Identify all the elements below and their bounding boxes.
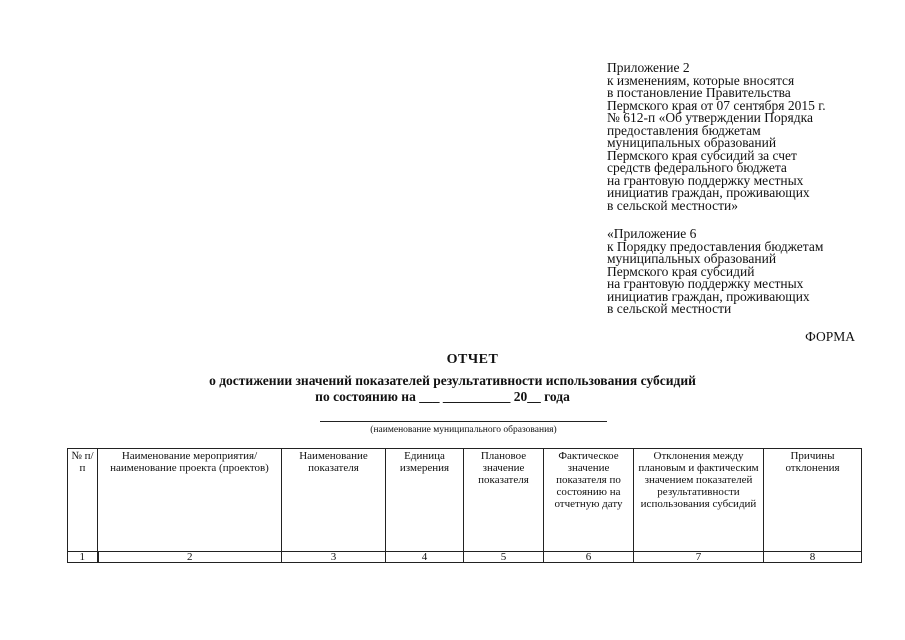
annex-line: муниципальных образований	[607, 251, 777, 266]
annex-line: средств федерального бюджета	[607, 160, 787, 175]
annex-line: Пермского края субсидий	[607, 263, 755, 279]
header-cell-activity: Наименование мероприятия/наименование проекта (проектов)	[98, 449, 282, 552]
annex-line: в сельской местности	[607, 301, 732, 316]
report-table	[67, 448, 862, 563]
annex-line: на грантовую поддержку местных	[607, 172, 804, 188]
annex-line: Пермского края от 07 сентября 2015 г.	[607, 97, 826, 113]
form-label: ФОРМА	[805, 329, 855, 344]
annex-line: на грантовую поддержку местных	[607, 276, 804, 291]
header-cell-actual: Фактическое значение показателя по состоянию на отчетную дату	[544, 449, 634, 552]
annex-line: Пермского края субсидий за счет	[607, 147, 797, 163]
municipality-blank-line	[320, 421, 607, 422]
annex-line: «Приложение 6	[607, 226, 697, 241]
column-number-cell: 3	[282, 552, 386, 563]
municipality-caption: (наименование муниципального образования)	[370, 425, 557, 435]
column-number-cell: 6	[544, 552, 634, 563]
header-cell-indicator: Наименование показателя	[282, 449, 386, 552]
column-number-cell: 8	[764, 552, 862, 563]
report-date-line: по состоянию на ___ __________ 20__ года	[315, 389, 570, 404]
table-header-row	[68, 449, 862, 552]
header-cell-reasons: Причины отклонения	[764, 449, 862, 552]
annex-line: к изменениям, которые вносятся	[607, 72, 795, 88]
annex-line: в постановление Правительства	[607, 85, 791, 100]
annex-line: № 612-п «Об утверждении Порядка	[607, 110, 813, 125]
header-cell-number: № п/п	[68, 449, 98, 552]
report-title: ОТЧЕТ	[446, 352, 499, 367]
report-subtitle: о достижении значений показателей результативности использования субсидий	[209, 373, 696, 388]
column-number-cell: 4	[386, 552, 464, 563]
column-number-cell: 7	[634, 552, 764, 563]
column-number-cell: 5	[464, 552, 544, 563]
annex-2-block	[607, 62, 887, 212]
annex-line: предоставления бюджетам	[607, 122, 761, 138]
annex-line: Приложение 2	[607, 60, 690, 75]
header-cell-planned: Плановое значение показателя	[464, 449, 544, 552]
header-cell-deviation: Отклонения между плановым и фактическим значением показателей результативности использования субсидий	[634, 449, 764, 552]
column-number-cell: 2	[98, 552, 282, 563]
header-cell-unit: Единица измерения	[386, 449, 464, 552]
annex-6-block	[607, 228, 887, 316]
annex-line: инициатив граждан, проживающих	[607, 288, 810, 304]
annex-line: в сельской местности»	[607, 197, 738, 213]
table-row	[68, 552, 862, 563]
annex-line: к Порядку предоставления бюджетам	[607, 238, 824, 254]
column-number-cell: 1	[68, 552, 98, 563]
annex-line: муниципальных образований	[607, 135, 777, 150]
annex-line: инициатив граждан, проживающих	[607, 185, 810, 200]
